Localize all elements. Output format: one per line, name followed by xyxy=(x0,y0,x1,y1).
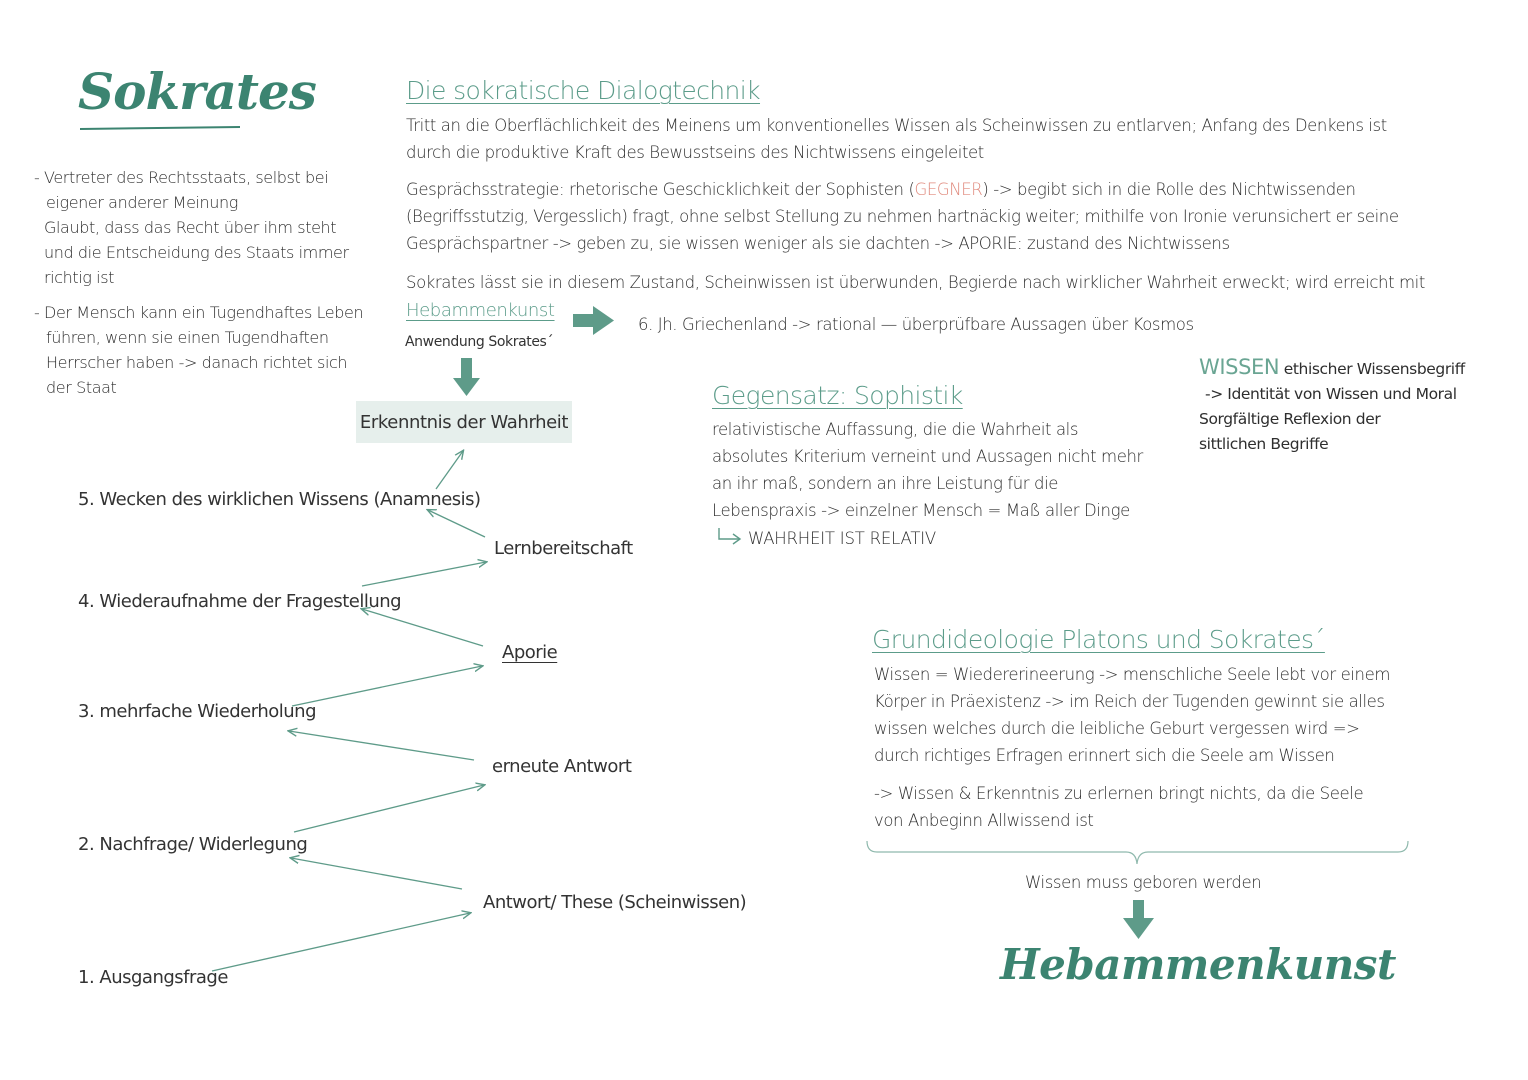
arrow-5-to-erkenntnis xyxy=(436,451,463,489)
sophistik-heading: Gegensatz: Sophistik xyxy=(712,381,963,410)
wissen-first: ethischer Wissensbegriff xyxy=(1283,360,1465,378)
strategy-gegner: GEGNER xyxy=(914,180,983,199)
sophistik-conclusion: WAHRHEIT IST RELATIV xyxy=(748,529,936,548)
strategy-prefix: Gesprächsstrategie: rhetorische Geschicklichkeit der Sophisten ( xyxy=(406,180,915,199)
arrow-3-to-aporie xyxy=(292,666,482,706)
wissen-block xyxy=(1199,355,1489,457)
wissen-geboren: Wissen muss geboren werden xyxy=(1025,873,1262,892)
arrow-2-to-erneut xyxy=(294,785,484,832)
griechenland-note: 6. Jh. Griechenland -> rational — überprüfbare Aussagen über Kosmos xyxy=(638,315,1194,334)
arrow-4-to-lernbereitschaft xyxy=(362,562,486,586)
wissen-label: WISSEN xyxy=(1199,355,1280,379)
strategy-suffix: ) -> begibt sich in die Rolle des Nichtwissenden (Begriffsstutzig, Vergesslich) fragt, ohne selbst Stellung zu nehmen hartnäckig weiter; mithilfe von Ironie verunsichert er seine Gesprächspartner -> geben zu, sie wissen weniger als sie dachten -> APORIE: zustand des Nichtwissens xyxy=(406,180,1399,253)
dialog-intro: Tritt an die Oberflächlichkeit des Meinens um konventionelles Wissen als Scheinwissen zu entlarven; Anfang des Denkens ist durch die produktive Kraft des Bewusstseins des Nichtwissens eingeleitet xyxy=(406,116,1387,162)
left-notes xyxy=(34,165,364,400)
erkenntnis-box: Erkenntnis der Wahrheit xyxy=(356,401,572,443)
grundideologie-heading: Grundideologie Platons und Sokrates´ xyxy=(872,625,1325,654)
note-tugend: - Der Mensch kann ein Tugendhaftes Leben führen, wenn sie einen Tugendhaften Herrscher haben -> danach richtet sich der Staat xyxy=(34,303,364,397)
step-1: 1. Ausgangsfrage xyxy=(78,967,228,988)
response-aporie: Aporie xyxy=(502,642,558,663)
dialog-result: Sokrates lässt sie in diesem Zustand, Scheinwissen ist überwunden, Begierde nach wirklicher Wahrheit erweckt; wird erreicht mit xyxy=(406,273,1425,292)
arrow-lern-to-5 xyxy=(428,510,485,537)
arrow-antwort-to-2 xyxy=(291,858,462,889)
step-2: 2. Nachfrage/ Widerlegung xyxy=(78,834,308,855)
response-antwort-these: Antwort/ These (Scheinwissen) xyxy=(483,892,747,913)
title-underline xyxy=(80,127,240,129)
anwendung-label: Anwendung Sokrates´ xyxy=(405,334,554,350)
response-erneute-antwort: erneute Antwort xyxy=(492,756,632,777)
wissen-line3: Sorgfältige Reflexion der sittlichen Begriffe xyxy=(1199,410,1381,453)
response-lernbereitschaft: Lernbereitschaft xyxy=(494,538,633,559)
hook-arrow-relativ xyxy=(719,528,739,539)
step-4: 4. Wiederaufnahme der Fragestellung xyxy=(78,591,402,612)
page-title: Sokrates xyxy=(78,62,316,121)
grundideologie-consequence: -> Wissen & Erkenntnis zu erlernen bringt nichts, da die Seele von Anbeginn Allwissend ist xyxy=(874,784,1364,830)
final-hebammenkunst: Hebammenkunst xyxy=(1000,940,1396,989)
hebammenkunst-link[interactable]: Hebammenkunst xyxy=(406,300,555,321)
note-recht: Glaubt, dass das Recht über ihm steht und die Entscheidung des Staats immer richtig ist xyxy=(44,218,349,287)
curly-brace xyxy=(867,841,1408,864)
bold-arrow-down-anwendung xyxy=(453,358,480,396)
bold-arrow-down-final xyxy=(1123,900,1154,939)
grundideologie-body: Wissen = Wiedererineerung -> menschliche Seele lebt vor einem Körper in Präexistenz -> im Reich der Tugenden gewinnt sie alles wissen welches durch die leibliche Geburt vergessen wird => durch richtiges Erfragen erinnert sich die Seele am Wissen xyxy=(874,665,1391,765)
dialog-heading: Die sokratische Dialogtechnik xyxy=(406,76,761,105)
arrow-aporie-to-4 xyxy=(362,609,483,646)
wissen-line2: -> Identität von Wissen und Moral xyxy=(1205,385,1457,403)
note-rechtsstaat: - Vertreter des Rechtsstaats, selbst bei eigener anderer Meinung xyxy=(34,168,329,212)
arrow-erneut-to-3 xyxy=(289,731,474,760)
bold-arrow-right-griechenland xyxy=(573,306,614,335)
dialog-strategy xyxy=(406,176,1456,257)
arrow-1-to-antwort xyxy=(212,913,470,971)
step-5: 5. Wecken des wirklichen Wissens (Anamnesis) xyxy=(78,489,481,510)
step-3: 3. mehrfache Wiederholung xyxy=(78,701,317,722)
sophistik-body: relativistische Auffassung, die die Wahrheit als absolutes Kriterium verneint und Aussagen nicht mehr an ihr maß, sondern an ihre Leistung für die Lebenspraxis -> einzelner Mensch = Maß aller Dinge xyxy=(712,420,1143,520)
